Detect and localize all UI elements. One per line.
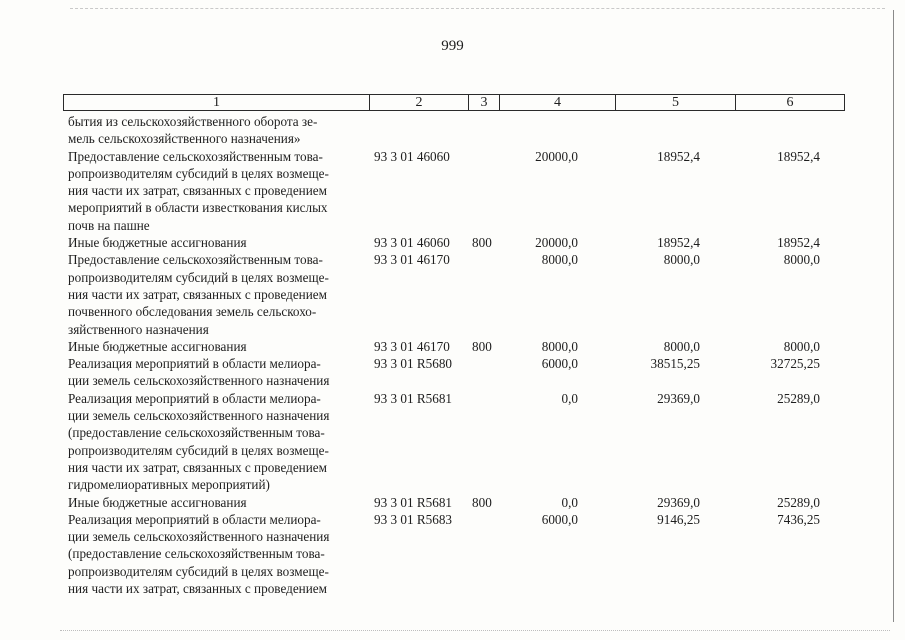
row-name-line: ния части их затрат, связанных с проведением — [68, 581, 327, 597]
row-name-line: ния части их затрат, связанных с проведением — [68, 459, 327, 475]
row-name-line: Предоставление сельскохозяйственным това- — [68, 148, 323, 164]
row-name-line: гидромелиоративных мероприятий) — [68, 477, 270, 493]
row-expense-type: 800 — [472, 494, 492, 510]
row-name-line: ции земель сельскохозяйственного назначения — [68, 373, 330, 389]
row-value-col4: 8000,0 — [541, 252, 578, 268]
row-value-col4: 0,0 — [561, 390, 578, 406]
row-name-line: ропроизводителям субсидий в целях возмеще- — [68, 165, 329, 181]
table-row — [0, 113, 905, 148]
row-name-line: Реализация мероприятий в области мелиора- — [68, 356, 321, 372]
row-value-col6: 18952,4 — [777, 148, 820, 164]
row-value-col5: 9146,25 — [657, 511, 700, 527]
row-name-line: бытия из сельскохозяйственного оборота зе- — [68, 114, 318, 129]
row-value-col6: 7436,25 — [777, 511, 820, 527]
row-name — [68, 234, 364, 251]
row-name — [68, 251, 364, 337]
table-row — [0, 355, 905, 390]
row-name-line: Иные бюджетные ассигнования — [68, 338, 247, 354]
row-name-line: Реализация мероприятий в области мелиора- — [68, 390, 321, 406]
row-name — [68, 355, 364, 390]
column-header-5: 5 — [616, 95, 736, 111]
row-code: 93 3 01 R5681 — [374, 390, 453, 406]
row-value-col4: 20000,0 — [535, 148, 578, 164]
row-name-line: ропроизводителям субсидий в целях возмеще- — [68, 563, 329, 579]
table-row — [0, 251, 905, 338]
row-name-line: ции земель сельскохозяйственного назначения — [68, 408, 330, 424]
row-name — [68, 511, 364, 597]
row-value-col6: 25289,0 — [777, 390, 820, 406]
row-expense-type: 800 — [472, 235, 492, 251]
row-name-line: Иные бюджетные ассигнования — [68, 494, 247, 510]
scan-edge-line — [70, 8, 885, 9]
row-value-col5: 18952,4 — [657, 235, 700, 251]
row-value-col6: 32725,25 — [770, 356, 820, 372]
row-value-col4: 8000,0 — [541, 338, 578, 354]
row-name-line: зяйственного назначения — [68, 321, 209, 337]
row-name-line: ния части их затрат, связанных с проведением — [68, 183, 327, 199]
row-value-col6: 8000,0 — [783, 252, 820, 268]
row-value-col4: 20000,0 — [535, 235, 578, 251]
page-number: 999 — [441, 38, 464, 54]
row-value-col5: 8000,0 — [663, 252, 700, 268]
row-value-col4: 6000,0 — [541, 511, 578, 527]
column-header-6: 6 — [736, 95, 845, 111]
row-value-col5: 38515,25 — [650, 356, 700, 372]
row-name — [68, 338, 364, 355]
row-name-line: ропроизводителям субсидий в целях возмеще- — [68, 442, 329, 458]
row-code: 93 3 01 R5681 — [374, 494, 453, 510]
table-row — [0, 494, 905, 511]
row-name-line: мероприятий в области известкования кислых — [68, 200, 328, 216]
row-name-line: ропроизводителям субсидий в целях возмеще- — [68, 269, 329, 285]
row-name-line: (предоставление сельскохозяйственным това- — [68, 546, 325, 562]
table-row — [0, 390, 905, 494]
row-name-line: почвенного обследования земель сельскохо- — [68, 304, 317, 320]
column-header-2: 2 — [370, 95, 469, 111]
row-value-col5: 29369,0 — [657, 494, 700, 510]
scan-edge-line — [60, 630, 890, 631]
row-code: 93 3 01 R5680 — [374, 356, 453, 372]
table-row — [0, 338, 905, 355]
row-expense-type: 800 — [472, 338, 492, 354]
row-name-line: почв на пашне — [68, 217, 150, 233]
row-code: 93 3 01 46170 — [374, 252, 450, 268]
row-code: 93 3 01 46170 — [374, 338, 450, 354]
column-header-row — [64, 95, 845, 111]
row-code: 93 3 01 46060 — [374, 235, 450, 251]
row-name-line: ния части их затрат, связанных с проведением — [68, 286, 327, 302]
row-code: 93 3 01 46060 — [374, 148, 450, 164]
row-name-line: мель сельскохозяйственного назначения» — [68, 131, 301, 147]
row-value-col6: 18952,4 — [777, 235, 820, 251]
row-name-line: ции земель сельскохозяйственного назначения — [68, 529, 330, 545]
column-header-1: 1 — [64, 95, 370, 111]
table-row — [0, 234, 905, 251]
table-row — [0, 148, 905, 235]
row-value-col4: 0,0 — [561, 494, 578, 510]
row-code: 93 3 01 R5683 — [374, 511, 453, 527]
column-header-table — [63, 94, 845, 111]
row-name — [68, 390, 364, 494]
row-value-col5: 29369,0 — [657, 390, 700, 406]
row-value-col5: 18952,4 — [657, 148, 700, 164]
row-name-line: Реализация мероприятий в области мелиора- — [68, 511, 321, 527]
row-value-col6: 8000,0 — [783, 338, 820, 354]
row-value-col6: 25289,0 — [777, 494, 820, 510]
column-header-3: 3 — [469, 95, 500, 111]
table-row — [0, 511, 905, 598]
row-name — [68, 113, 364, 148]
row-value-col5: 8000,0 — [663, 338, 700, 354]
row-value-col4: 6000,0 — [541, 356, 578, 372]
table-body — [0, 113, 905, 597]
row-name — [68, 494, 364, 511]
row-name-line: (предоставление сельскохозяйственным това- — [68, 425, 325, 441]
row-name-line: Предоставление сельскохозяйственным това- — [68, 252, 323, 268]
row-name-line: Иные бюджетные ассигнования — [68, 235, 247, 251]
row-name — [68, 148, 364, 234]
column-header-4: 4 — [500, 95, 616, 111]
